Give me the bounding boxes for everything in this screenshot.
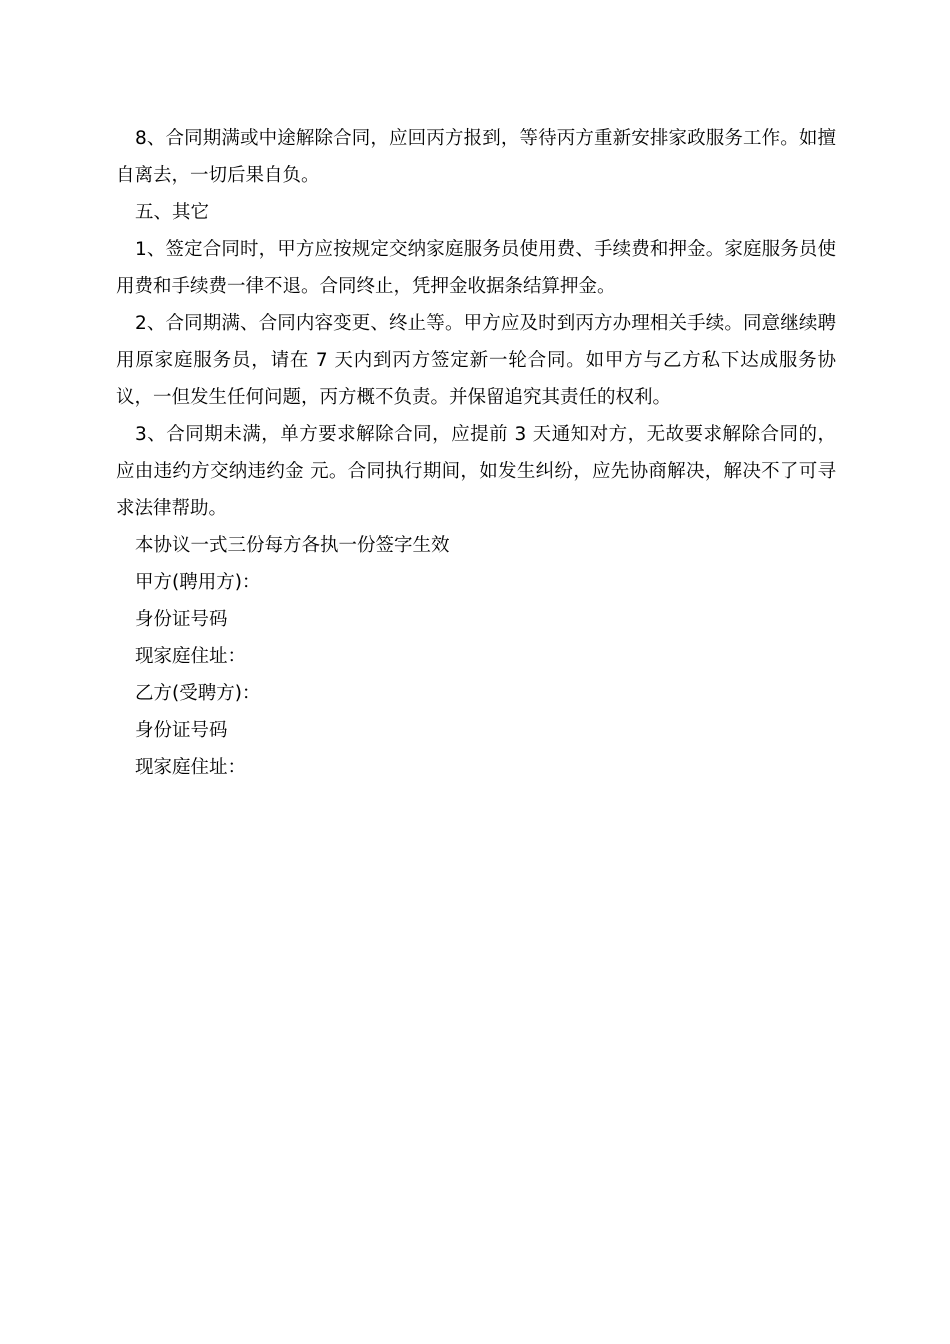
- party-a-address-label: 现家庭住址：: [135, 646, 247, 667]
- party-a-label: 甲方(聘用方)：: [135, 572, 261, 593]
- party-b-address-label: 现家庭住址：: [135, 757, 247, 778]
- party-b-id-label: 身份证号码: [135, 720, 228, 741]
- signature-block: [116, 527, 836, 786]
- agreement-statement: 本协议一式三份每方各执一份签字生效: [135, 535, 450, 556]
- clause-3-paragraph: 3、合同期未满，单方要求解除合同，应提前 3 天通知对方，无故要求解除合同的，应由违约方交纳违约金 元。合同执行期间，如发生纠纷，应先协商解决，解决不了可寻求法律帮助。: [116, 424, 836, 519]
- document-body: [116, 120, 836, 786]
- section-heading-other: 五、其它: [135, 202, 210, 223]
- clause-1-paragraph: 1、签定合同时，甲方应按规定交纳家庭服务员使用费、手续费和押金。家庭服务员使用费和手续费一律不退。合同终止，凭押金收据条结算押金。: [116, 239, 836, 297]
- party-b-label: 乙方(受聘方)：: [135, 683, 261, 704]
- clause-2-paragraph: 2、合同期满、合同内容变更、终止等。甲方应及时到丙方办理相关手续。同意继续聘用原家庭服务员，请在 7 天内到丙方签定新一轮合同。如甲方与乙方私下达成服务协议，一但发生任何问题，丙方概不负责。并保留追究其责任的权利。: [116, 313, 836, 408]
- party-a-id-label: 身份证号码: [135, 609, 228, 630]
- clause-8-paragraph: 8、合同期满或中途解除合同，应回丙方报到，等待丙方重新安排家政服务工作。如擅自离去，一切后果自负。: [116, 128, 836, 186]
